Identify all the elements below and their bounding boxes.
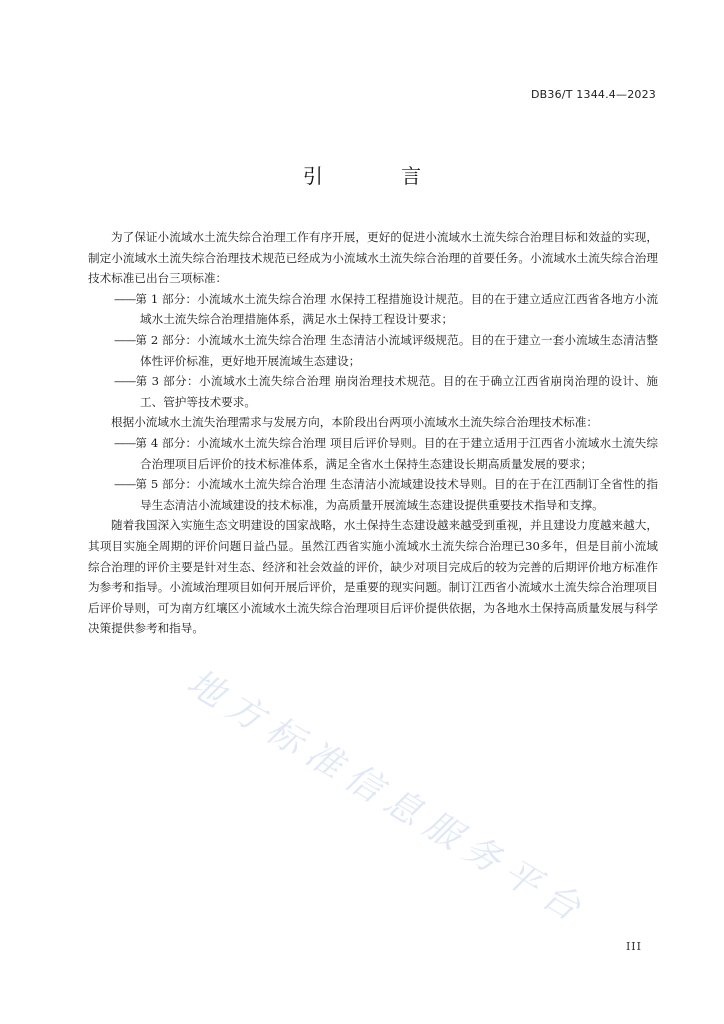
list-item-part-5 — [88, 474, 658, 515]
page-title: 引 言 — [302, 164, 458, 188]
list-item-text: 第 5 部分：小流域水土流失综合治理 生态清洁小流域建设技术导则。目的在于在江西制订全省性的指导生态清洁小流域建设的技术标准，为高质量开展流域生态建设提供重要技术指导和支撑。 — [135, 477, 658, 512]
list-dash: —— — [114, 332, 136, 347]
introduction-body — [88, 227, 658, 639]
page-number: III — [625, 940, 642, 953]
intro-paragraph: 为了保证小流域水土流失综合治理工作有序开展，更好的促进小流域水土流失综合治理目标和效益的实现，制定小流域水土流失综合治理技术规范已经成为小流域水土流失综合治理的首要任务。小流域水土流失综合治理技术标准已出台三项标准： — [88, 230, 658, 286]
list-item-part-3 — [88, 371, 658, 412]
list-item-part-2 — [88, 330, 658, 371]
plan-paragraph: 根据小流域水土流失治理需求与发展方向，本阶段出台两项小流域水土流失综合治理技术标准： — [111, 415, 598, 430]
list-dash: —— — [114, 435, 136, 450]
standard-id: DB36/T 1344.4—2023 — [530, 88, 656, 101]
list-dash: —— — [114, 374, 136, 389]
watermark: 地方标准信息服务平台 — [179, 661, 596, 934]
list-item-text: 第 1 部分：小流域水土流失综合治理 水保持工程措施设计规范。目的在于建立适应江西省各地方小流域水土流失综合治理措施体系，满足水土保持工程设计要求； — [135, 291, 658, 327]
list-item-text: 第 2 部分：小流域水土流失综合治理 生态清洁小流域评级规范。目的在于建立一套小流域生态清洁整体性评价标准，更好地开展流域生态建设； — [135, 332, 658, 368]
list-item-text: 第 3 部分：小流域水土流失综合治理 崩岗治理技术规范。目的在于确立江西省崩岗治理的设计、施工、管护等技术要求。 — [135, 374, 658, 409]
list-dash: —— — [114, 477, 136, 492]
list-dash: —— — [114, 291, 136, 306]
list-item-part-1 — [88, 289, 658, 330]
list-item-part-4 — [88, 433, 658, 474]
closing-paragraph: 随着我国深入实施生态文明建设的国家战略，水土保持生态建设越来越受到重视，并且建设力度越来越大，其项目实施全周期的评价问题日益凸显。虽然江西省实施小流域水土流失综合治理已30多年，但是目前小流域综合治理的评价主要是针对生态、经济和社会效益的评价，缺少对项目完成后的较为完善的后期评价地方标准作为参考和指导。小流域治理项目如何开展后评价，是重要的现实问题。制订江西省小流域水土流失综合治理项目后评价导则，可为南方红壤区小流域水土流失综合治理项目后评价提供依据，为各地水土保持高质量发展与科学决策提供参考和指导。 — [88, 518, 658, 636]
list-item-text: 第 4 部分：小流域水土流失综合治理 项目后评价导则。目的在于建立适用于江西省小流域水土流失综合治理项目后评价的技术标准体系，满足全省水土保持生态建设长期高质量发展的要求； — [135, 435, 658, 471]
